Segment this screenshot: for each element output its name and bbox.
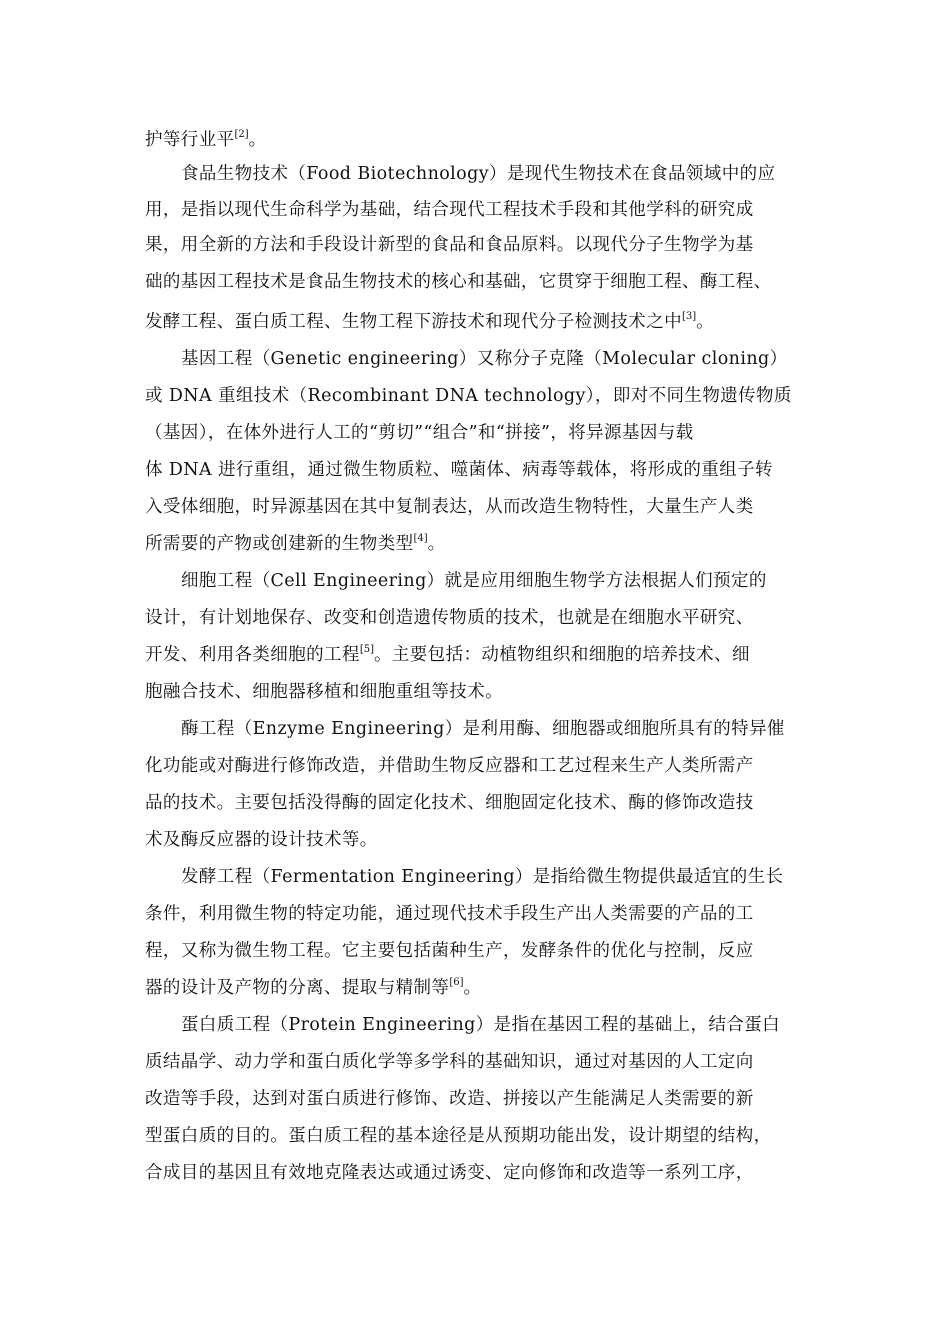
citation-ref: [5] [359, 644, 374, 655]
paragraph-line: 用，是指以现代生命科学为基础，结合现代工程技术手段和其他学科的研究成 [145, 200, 754, 220]
paragraph-line: 所需要的产物或创建新的生物类型[4]。 [145, 533, 446, 554]
citation-ref: [4] [413, 533, 428, 544]
paragraph-line: 发酵工程、蛋白质工程、生物工程下游技术和现代分子检测技术之中[3]。 [145, 311, 715, 332]
paragraph-line: 体 DNA 进行重组，通过微生物质粒、噬菌体、病毒等载体，将形成的重组子转 [145, 460, 773, 480]
citation-ref: [2] [234, 129, 249, 140]
citation-ref: [6] [449, 977, 464, 988]
paragraph-line: 化功能或对酶进行修饰改造，并借助生物反应器和工艺过程来生产人类所需产 [145, 756, 754, 776]
paragraph-line: 基因工程（Genetic engineering）又称分子克隆（Molecular cloning） [181, 349, 788, 369]
paragraph-line: 设计，有计划地保存、改变和创造遗传物质的技术，也就是在细胞水平研究、 [145, 608, 754, 628]
paragraph-line: 食品生物技术（Food Biotechnology）是现代生物技术在食品领域中的应 [181, 164, 776, 184]
paragraph-line: 或 DNA 重组技术（Recombinant DNA technology），即对不同生物遗传物质 [145, 386, 792, 406]
paragraph-line: 程，又称为微生物工程。它主要包括菌种生产，发酵条件的优化与控制，反应 [145, 941, 754, 961]
paragraph-line: 品的技术。主要包括没得酶的固定化技术、细胞固定化技术、酶的修饰改造技 [145, 793, 754, 813]
paragraph-line: 质结晶学、动力学和蛋白质化学等多学科的基础知识，通过对基因的人工定向 [145, 1052, 754, 1072]
paragraph-line: 合成目的基因且有效地克隆表达或通过诱变、定向修饰和改造等一系列工序， [145, 1163, 754, 1183]
paragraph-line: 酶工程（Enzyme Engineering）是利用酶、细胞器或细胞所具有的特异催 [181, 719, 785, 739]
citation-ref: [3] [682, 311, 697, 322]
paragraph-line: 条件，利用微生物的特定功能，通过现代技术手段生产出人类需要的产品的工 [145, 904, 754, 924]
paragraph-line: 器的设计及产物的分离、提取与精制等[6]。 [145, 977, 482, 998]
paragraph-line: 开发、利用各类细胞的工程[5]。主要包括：动植物组织和细胞的培养技术、细 [145, 644, 750, 665]
paragraph-line: 蛋白质工程（Protein Engineering）是指在基因工程的基础上，结合蛋白 [181, 1015, 781, 1035]
paragraph-line: 细胞工程（Cell Engineering）就是应用细胞生物学方法根据人们预定的 [181, 571, 767, 591]
paragraph-line: 改造等手段，达到对蛋白质进行修饰、改造、拼接以产生能满足人类需要的新 [145, 1089, 754, 1109]
paragraph-line: 果，用全新的方法和手段设计新型的食品和食品原料。以现代分子生物学为基 [145, 235, 754, 255]
paragraph-line: （基因），在体外进行人工的“剪切”“组合”和“拼接”，将异源基因与载 [145, 423, 694, 443]
paragraph-line: 胞融合技术、细胞器移植和细胞重组等技术。 [145, 682, 503, 702]
paragraph-line: 础的基因工程技术是食品生物技术的核心和基础，它贯穿于细胞工程、酶工程、 [145, 272, 772, 292]
paragraph-line: 型蛋白质的目的。蛋白质工程的基本途径是从预期功能出发，设计期望的结构， [145, 1126, 772, 1146]
paragraph-line: 护等行业平[2]。 [145, 129, 267, 150]
paragraph-line: 术及酶反应器的设计技术等。 [145, 830, 378, 850]
paragraph-line: 入受体细胞，时异源基因在其中复制表达，从而改造生物特性，大量生产人类 [145, 497, 754, 517]
paragraph-line: 发酵工程（Fermentation Engineering）是指给微生物提供最适宜的生长 [181, 867, 784, 887]
